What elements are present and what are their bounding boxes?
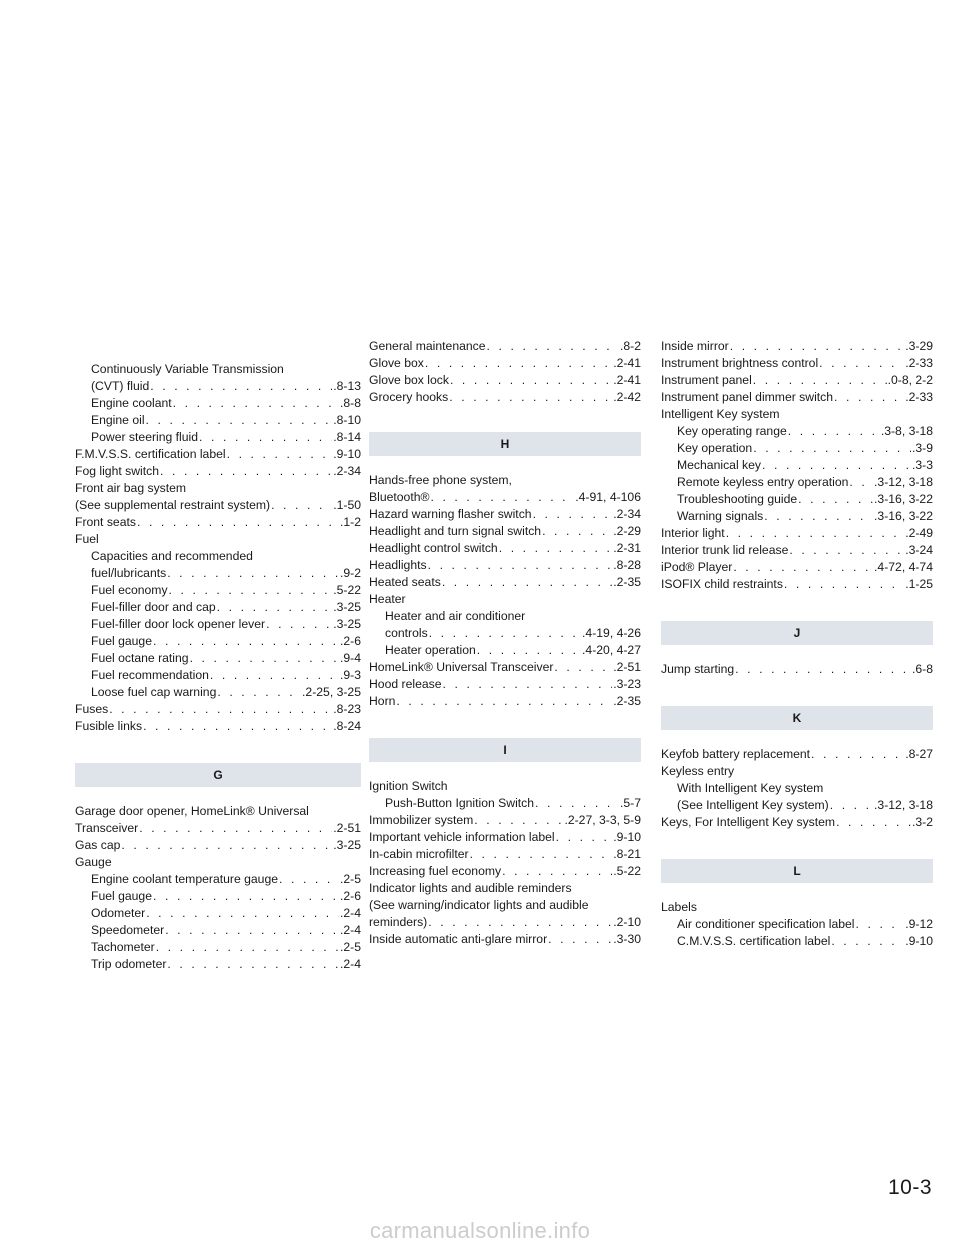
index-entry: Important vehicle information label . . . .9-10 — [369, 829, 641, 846]
index-entry: Immobilizer system . . . .2-27, 3-3, 5-9 — [369, 812, 641, 829]
index-entry: Fuel economy . . . .5-22 — [75, 582, 361, 599]
index-entry: (CVT) fluid . . . .8-13 — [75, 378, 361, 395]
index-entry: Loose fuel cap warning . . . .2-25, 3-25 — [75, 684, 361, 701]
index-entry: Fog light switch . . . .2-34 — [75, 463, 361, 480]
index-entry-text: Hands-free phone system, — [369, 473, 512, 487]
index-entry: controls . . . .4-19, 4-26 — [369, 625, 641, 642]
index-heading: Ignition Switch — [369, 779, 448, 793]
index-entry: Fuel gauge . . . .2-6 — [75, 888, 361, 905]
index-entry: Engine coolant temperature gauge . . . .2-5 — [75, 871, 361, 888]
index-entry-text: Garage door opener, HomeLink® Universal — [75, 804, 309, 818]
index-entry-text: Heater and air conditioner — [385, 609, 526, 623]
index-entry: Air conditioner specification label . . . .9-12 — [661, 916, 933, 933]
index-entry: Headlight control switch . . . .2-31 — [369, 540, 641, 557]
index-entry: iPod® Player . . . .4-72, 4-74 — [661, 559, 933, 576]
index-entry: Power steering fluid . . . .8-14 — [75, 429, 361, 446]
index-entry: Front seats . . . .1-2 — [75, 514, 361, 531]
index-entry: Keyfob battery replacement . . . .8-27 — [661, 746, 933, 763]
index-entry: Interior light . . . .2-49 — [661, 525, 933, 542]
page-number: 10-3 — [887, 1176, 932, 1199]
index-column-2 — [369, 338, 641, 948]
index-entry: Interior trunk lid release . . . .3-24 — [661, 542, 933, 559]
index-entry: Hazard warning flasher switch . . . .2-34 — [369, 506, 641, 523]
index-entry: Engine coolant . . . .8-8 — [75, 395, 361, 412]
index-entry: Fuel-filler door lock opener lever . . . .3-25 — [75, 616, 361, 633]
index-entry: Grocery hooks . . . .2-42 — [369, 389, 641, 406]
section-header-l: L — [661, 859, 933, 883]
index-column-3 — [661, 338, 933, 950]
index-entry: Odometer . . . .2-4 — [75, 905, 361, 922]
index-entry-text: Continuously Variable Transmission — [91, 362, 284, 376]
index-entry: Remote keyless entry operation . . . .3-12, 3-18 — [661, 474, 933, 491]
index-entry-text: Indicator lights and audible reminders — [369, 881, 572, 895]
index-entry-text: Capacities and recommended — [91, 549, 253, 563]
index-entry: Fusible links . . . .8-24 — [75, 718, 361, 735]
index-entry: Fuel recommendation . . . .9-3 — [75, 667, 361, 684]
index-entry: Key operation . . . .3-9 — [661, 440, 933, 457]
index-entry: Fuel-filler door and cap . . . .3-25 — [75, 599, 361, 616]
index-entry: Mechanical key . . . .3-3 — [661, 457, 933, 474]
index-heading: Labels — [661, 900, 697, 914]
index-entry-text: Front air bag system — [75, 481, 187, 495]
section-header-j: J — [661, 621, 933, 645]
index-entry: C.M.V.S.S. certification label . . . .9-10 — [661, 933, 933, 950]
index-entry: Push-Button Ignition Switch . . . .5-7 — [369, 795, 641, 812]
index-heading: Gauge — [75, 855, 112, 869]
index-entry: Instrument panel dimmer switch . . . .2-33 — [661, 389, 933, 406]
index-column-1 — [75, 361, 361, 973]
index-entry: Troubleshooting guide . . . .3-16, 3-22 — [661, 491, 933, 508]
index-entry: Heater operation . . . .4-20, 4-27 — [369, 642, 641, 659]
index-entry: Fuel octane rating . . . .9-4 — [75, 650, 361, 667]
index-entry: Glove box . . . .2-41 — [369, 355, 641, 372]
index-entry: reminders) . . . .2-10 — [369, 914, 641, 931]
section-header-g: G — [75, 763, 361, 787]
index-heading: Heater — [369, 592, 406, 606]
index-entry: fuel/lubricants . . . .9-2 — [75, 565, 361, 582]
index-entry: Tachometer . . . .2-5 — [75, 939, 361, 956]
index-entry: Headlights . . . .8-28 — [369, 557, 641, 574]
index-heading: Keyless entry — [661, 764, 735, 778]
index-entry: Trip odometer . . . .2-4 — [75, 956, 361, 973]
index-entry: Keys, For Intelligent Key system . . . .3-2 — [661, 814, 933, 831]
index-entry-text: (See warning/indicator lights and audible — [369, 898, 589, 912]
index-entry: F.M.V.S.S. certification label . . . .9-10 — [75, 446, 361, 463]
index-entry: ISOFIX child restraints . . . .1-25 — [661, 576, 933, 593]
index-entry: Instrument brightness control . . . .2-33 — [661, 355, 933, 372]
index-entry: HomeLink® Universal Transceiver . . . .2-51 — [369, 659, 641, 676]
index-entry: Heated seats . . . .2-35 — [369, 574, 641, 591]
index-entry: Inside mirror . . . .3-29 — [661, 338, 933, 355]
watermark-footer: carmanualsonline.info — [369, 1218, 591, 1243]
index-entry: Fuel gauge . . . .2-6 — [75, 633, 361, 650]
index-entry: Speedometer . . . .2-4 — [75, 922, 361, 939]
index-entry: Gas cap . . . .3-25 — [75, 837, 361, 854]
index-entry: Glove box lock . . . .2-41 — [369, 372, 641, 389]
index-entry: Increasing fuel economy . . . .5-22 — [369, 863, 641, 880]
index-entry: Inside automatic anti-glare mirror . . . .3-30 — [369, 931, 641, 948]
index-entry: Bluetooth® . . . .4-91, 4-106 — [369, 489, 641, 506]
index-heading: Fuel — [75, 532, 99, 546]
index-entry: Hood release . . . .3-23 — [369, 676, 641, 693]
index-entry: Jump starting . . . .6-8 — [661, 661, 933, 678]
section-header-h: H — [369, 432, 641, 456]
index-entry: Headlight and turn signal switch . . . .2-29 — [369, 523, 641, 540]
index-entry: Horn . . . .2-35 — [369, 693, 641, 710]
index-entry: (See supplemental restraint system) . . . .1-50 — [75, 497, 361, 514]
index-entry: Key operating range . . . .3-8, 3-18 — [661, 423, 933, 440]
index-entry: (See Intelligent Key system) . . . .3-12, 3-18 — [661, 797, 933, 814]
index-entry: Fuses . . . .8-23 — [75, 701, 361, 718]
index-heading: Intelligent Key system — [661, 407, 780, 421]
index-entry: Warning signals . . . .3-16, 3-22 — [661, 508, 933, 525]
index-entry: In-cabin microfilter . . . .8-21 — [369, 846, 641, 863]
index-entry: Engine oil . . . .8-10 — [75, 412, 361, 429]
index-entry: Transceiver . . . .2-51 — [75, 820, 361, 837]
index-entry: General maintenance . . . .8-2 — [369, 338, 641, 355]
index-entry-text: With Intelligent Key system — [677, 781, 824, 795]
section-header-i: I — [369, 738, 641, 762]
index-entry: Instrument panel . . . .0-8, 2-2 — [661, 372, 933, 389]
section-header-k: K — [661, 706, 933, 730]
